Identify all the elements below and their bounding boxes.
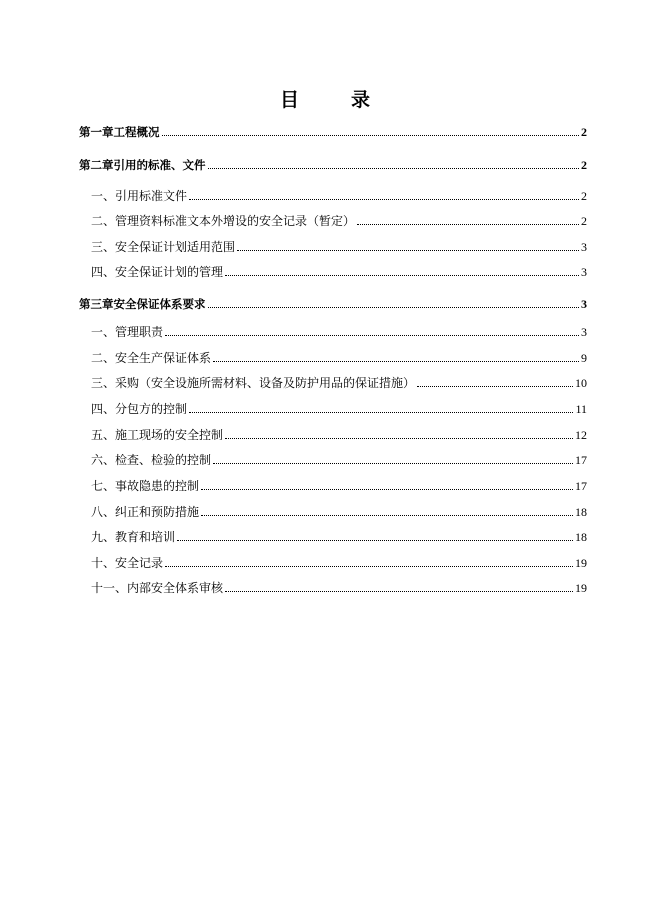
toc-section-entry[interactable]	[79, 211, 587, 229]
toc-chapter-entry[interactable]	[79, 122, 587, 140]
toc-chapter-entry[interactable]	[79, 294, 587, 312]
toc-section-entry[interactable]	[79, 186, 587, 204]
toc-dot-leader	[225, 591, 573, 592]
toc-dot-leader	[177, 540, 573, 541]
toc-entry-label: 四、安全保证计划的管理	[91, 265, 224, 279]
toc-section-entry[interactable]	[79, 425, 587, 443]
toc-dot-leader	[213, 361, 579, 362]
toc-section-entry[interactable]	[79, 527, 587, 545]
toc-page-number: 11	[575, 402, 587, 416]
toc-page-number: 3	[581, 265, 587, 279]
toc-dot-leader	[162, 135, 580, 136]
toc-page-number: 9	[581, 351, 587, 365]
toc-entry-label: 十一、内部安全体系审核	[91, 581, 224, 595]
toc-entry-label: 第一章工程概况	[79, 125, 160, 139]
toc-dot-leader	[208, 168, 580, 169]
toc-section-entry[interactable]	[79, 348, 587, 366]
toc-section-entry[interactable]	[79, 399, 587, 417]
toc-dot-leader	[357, 224, 579, 225]
toc-page-number: 17	[575, 479, 587, 493]
toc-page-number: 2	[581, 189, 587, 203]
toc-entry-label: 六、检查、检验的控制	[91, 453, 212, 467]
toc-dot-leader	[225, 438, 573, 439]
toc-entry-label: 三、采购（安全设施所需材料、设备及防护用品的保证措施）	[91, 376, 416, 390]
toc-page-number: 17	[575, 453, 587, 467]
toc-dot-leader	[201, 489, 573, 490]
toc-section-entry[interactable]	[79, 237, 587, 255]
toc-dot-leader	[189, 199, 579, 200]
toc-title-right: 录	[351, 89, 371, 111]
toc-entry-label: 二、安全生产保证体系	[91, 351, 212, 365]
toc-dot-leader	[189, 412, 573, 413]
toc-entry-label: 八、纠正和预防措施	[91, 505, 200, 519]
toc-page-number: 3	[581, 325, 587, 339]
toc-entry-label: 四、分包方的控制	[91, 402, 188, 416]
toc-dot-leader	[208, 307, 580, 308]
toc-page-number: 19	[575, 556, 587, 570]
toc-section-entry[interactable]	[79, 322, 587, 340]
toc-section-entry[interactable]	[79, 502, 587, 520]
toc-entry-label: 第三章安全保证体系要求	[79, 297, 206, 311]
toc-entry-label: 第二章引用的标准、文件	[79, 158, 206, 172]
toc-dot-leader	[237, 250, 579, 251]
toc-entry-label: 三、安全保证计划适用范围	[91, 240, 236, 254]
toc-section-entry[interactable]	[79, 262, 587, 280]
toc-page-number: 2	[581, 158, 587, 172]
toc-page-number: 3	[581, 240, 587, 254]
toc-dot-leader	[165, 335, 579, 336]
toc-page-number: 19	[575, 581, 587, 595]
toc-entry-label: 五、施工现场的安全控制	[91, 428, 224, 442]
toc-entry-label: 十、安全记录	[91, 556, 164, 570]
toc-dot-leader	[201, 515, 573, 516]
toc-page-number: 18	[575, 530, 587, 544]
toc-section-entry[interactable]	[79, 476, 587, 494]
toc-page-number: 12	[575, 428, 587, 442]
toc-dot-leader	[213, 463, 573, 464]
toc-section-entry[interactable]	[79, 373, 587, 391]
toc-page-number: 2	[581, 214, 587, 228]
toc-page-number: 2	[581, 125, 587, 139]
toc-page-number: 3	[581, 297, 587, 311]
toc-dot-leader	[165, 566, 573, 567]
toc-entry-label: 七、事故隐患的控制	[91, 479, 200, 493]
toc-section-entry[interactable]	[79, 450, 587, 468]
toc-dot-leader	[417, 386, 573, 387]
toc-entry-label: 二、管理资料标准文本外增设的安全记录（暂定）	[91, 214, 356, 228]
toc-page-number: 18	[575, 505, 587, 519]
toc-title-left: 目	[279, 89, 299, 111]
toc-entry-label: 一、管理职责	[91, 325, 164, 339]
toc-chapter-entry[interactable]	[79, 155, 587, 173]
toc-entry-label: 九、教育和培训	[91, 530, 176, 544]
toc-section-entry[interactable]	[79, 553, 587, 571]
toc-section-entry[interactable]	[79, 578, 587, 596]
toc-dot-leader	[225, 275, 579, 276]
toc-title	[0, 86, 650, 114]
toc-page-number: 10	[575, 376, 587, 390]
toc-entry-label: 一、引用标准文件	[91, 189, 188, 203]
